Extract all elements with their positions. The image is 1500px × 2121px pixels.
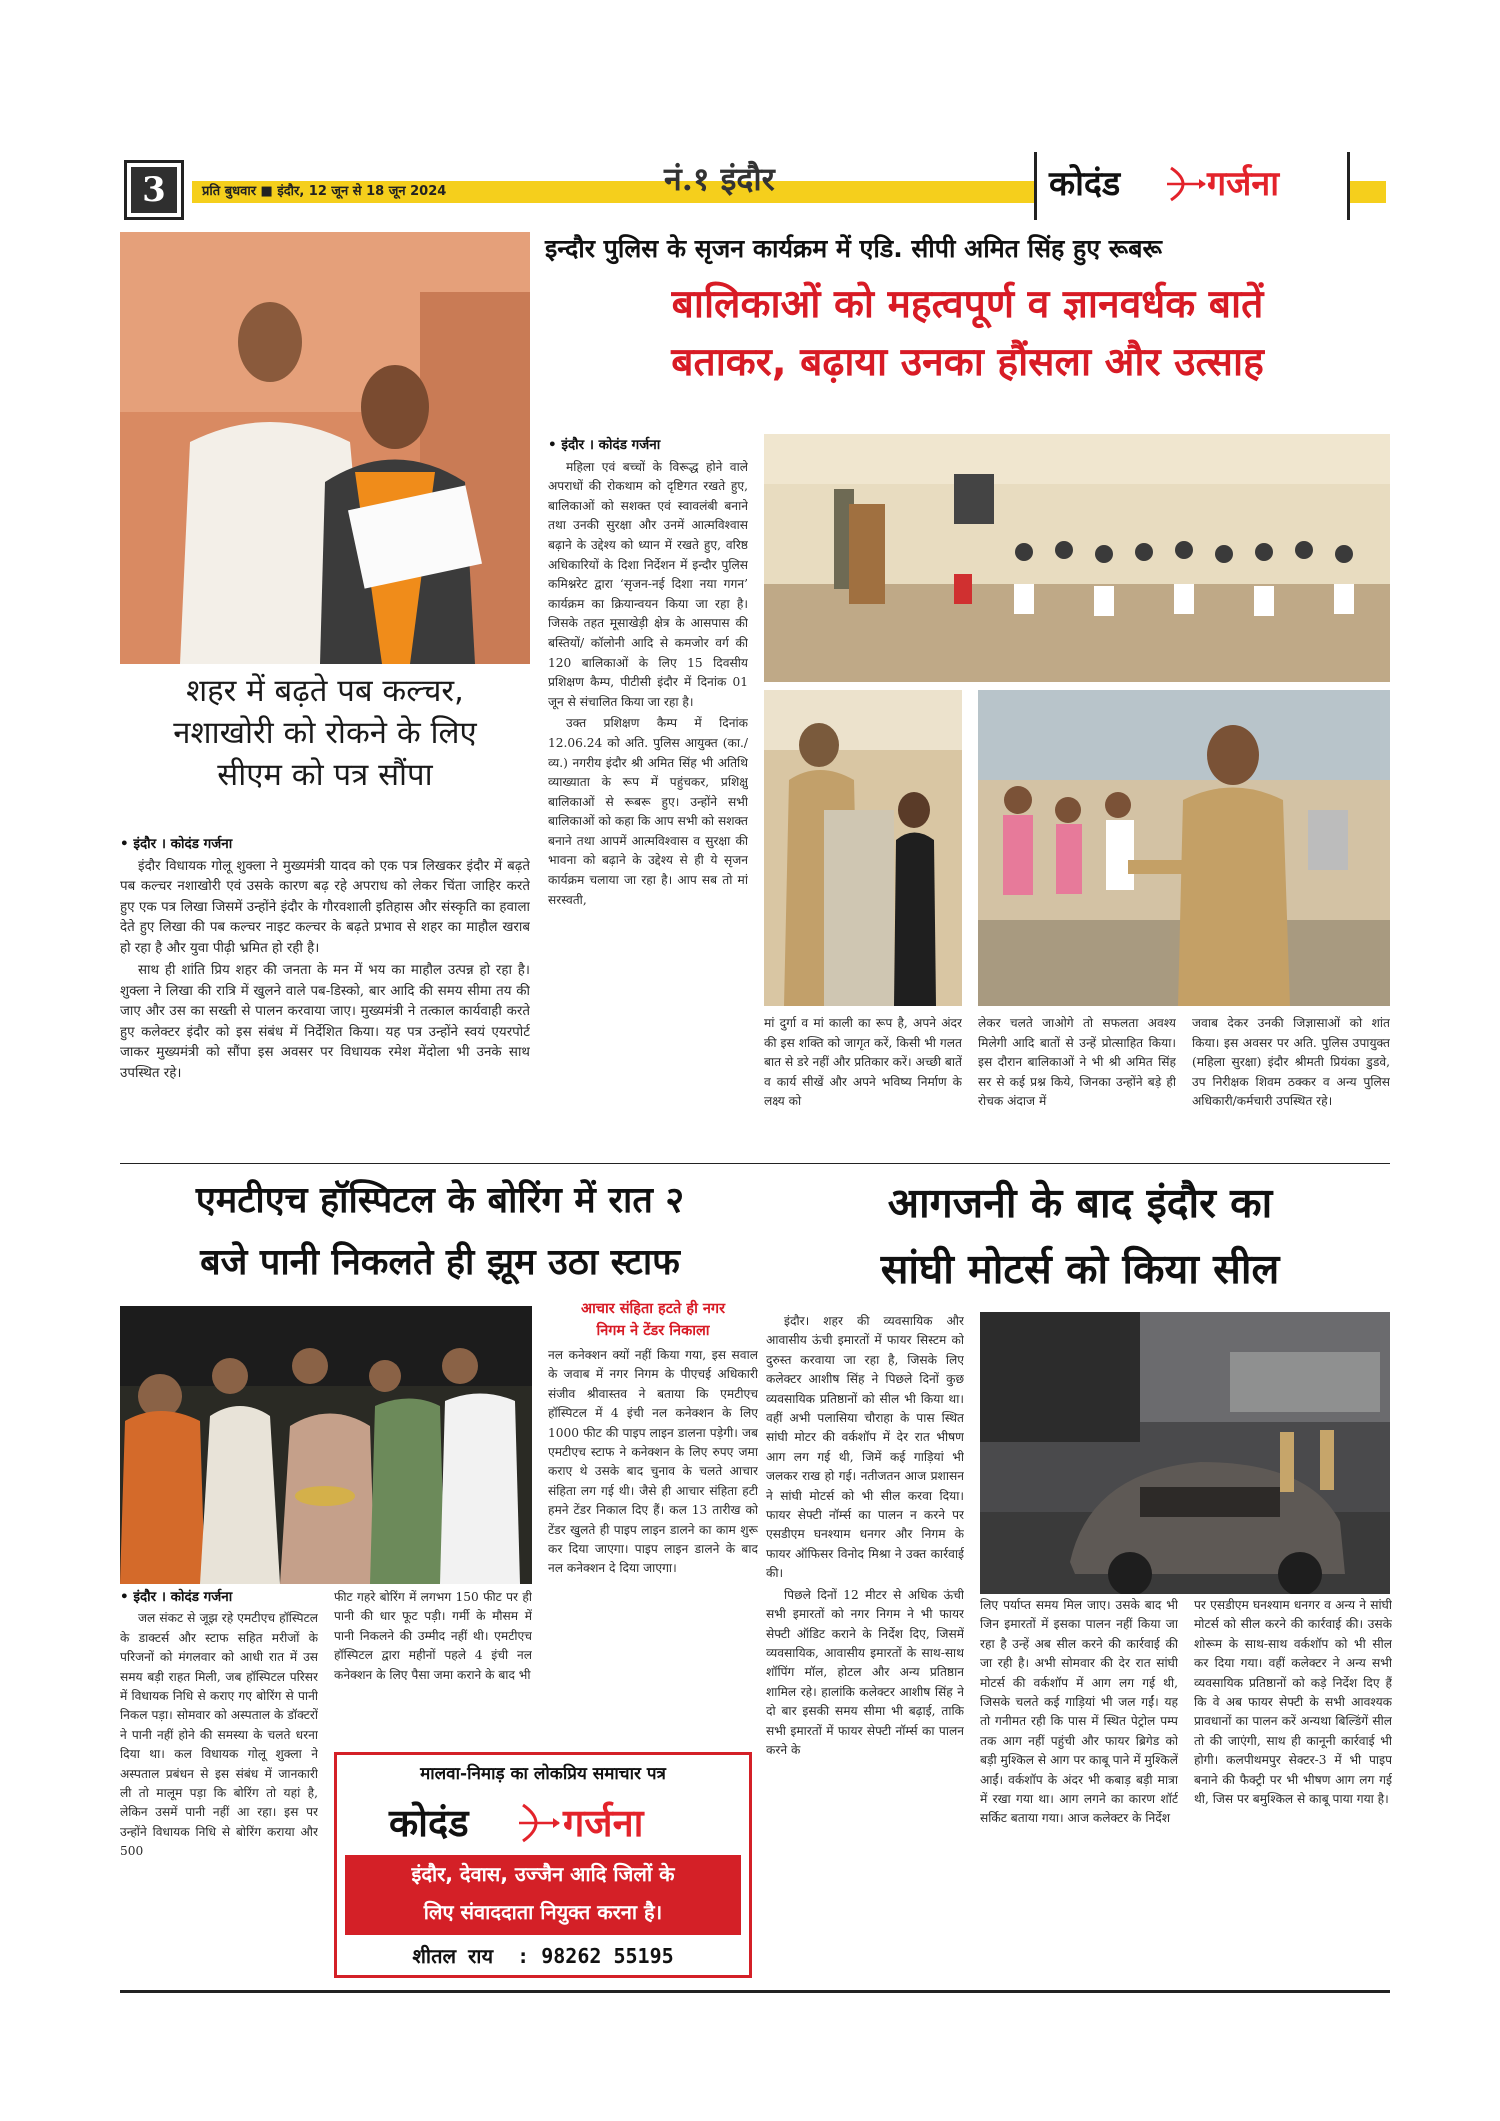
paragraph: उक्त प्रशिक्षण कैम्प में दिनांक 12.06.24 को अति. पुलिस आयुक्त (का./व्य.) नगरीय इंदौर श्री अमित सिंह भी अतिथि व्याख्याता के रूप में पहुंचकर, प्रशिक्षु बालिकाओं से रूबरू हुए। उन्होंने सभी बालिकाओं को कहा कि आप सभी को सशक्त बनाने तथा आपमें आत्मविश्वास व सुरक्षा की भावना को बढ़ाने के उद्देश्य से ही ये सृजन कार्यक्रम चलाया जा रहा है। आप सब तो मां सरस्वती,	[548, 716, 748, 907]
bow-arrow-icon	[1165, 164, 1207, 204]
ad-banner-line: लिए संवाददाता नियुक्त करना है।	[423, 1900, 663, 1924]
paragraph: नल कनेक्शन क्यों नहीं किया गया, इस सवाल के जवाब में नगर निगम के पीएचई अधिकारी संजीव श्रीवास्तव ने बताया कि एमटीएच हॉस्पिटल में 4 इंची नल कनेक्शन के लिए 1000 फीट की पाइप लाइन डालना पड़ेगी। जब एमटीएच स्टाफ ने कनेक्शन के लिए रुपए जमा कराए थे उसके बाद चुनाव के चलते आचार संहिता लग गई थी। जैसे ही आचार संहिता हटी हमने टेंडर निकाल दिए हैं। कल 13 तारीख को टेंडर खुलते ही पाइप लाइन डालने का काम शुरू कर दिया जाएगा। पाइप लाइन डालने के बाद नल कनेक्शन दे दिया जाएगा।	[548, 1348, 758, 1576]
section-divider	[120, 1163, 1390, 1164]
paragraph: इंदौर विधायक गोलू शुक्ला ने मुख्यमंत्री यादव को एक पत्र लिखकर इंदौर में बढ़ते पब कल्चर नशाखोरी एवं उसके कारण बढ़ रहे अपराध को लेकर चिंता जाहिर करते हुए एक पत्र लिखा जिसमें उन्होंने इंदौर के गौरवशाली इतिहास और संस्कृति का हवाला देते हुए लिखा की पब कल्चर नाइट कल्चर के बढ़ते प्रभाव से शहर का माहौल खराब हो रहा है और युवा पीढ़ी भ्रमित हो रही है।	[120, 858, 530, 956]
mth-body-col1	[120, 1588, 318, 1972]
paragraph: लिए पर्याप्त समय मिल जाए। उसके बाद भी जिन इमारतों में इसका पालन नहीं किया जा रहा है उन्हें अब सील करने की कार्रवाई की जा रही है। अभी सोमवार की देर रात सांघी मोटर्स की वर्कशॉप में आग लग गई थी, जिसके चलते कई गाड़ियां भी जल गईं। यह तो गनीमत रही कि पास में स्थित पेट्रोल पम्प तक आग नहीं पहुंची और फायर ब्रिगेड को बड़ी मुश्किल से आग पर काबू पाने में मुश्किलें आईं। वर्कशॉप के अंदर भी कबाड़ बड़ी मात्रा में रखा गया था। आग लगने का कारण शॉर्ट सर्किट बताया गया। आज कलेक्टर के निर्देश	[980, 1598, 1178, 1826]
mth-body-col2	[334, 1588, 532, 1684]
date-line: प्रति बुधवार ■ इंदौर, 12 जून से 18 जून 2024	[202, 184, 447, 199]
ad-logo	[389, 1795, 709, 1851]
logo-frame	[1034, 152, 1350, 220]
srijan-kicker: इन्दौर पुलिस के सृजन कार्यक्रम में एडि. सीपी अमित सिंह हुए रूबरू	[545, 234, 1162, 263]
srijan-body-col1	[548, 436, 748, 1156]
bow-arrow-icon	[517, 1801, 561, 1845]
byline: • इंदौर । कोदंड गर्जना	[548, 437, 661, 453]
logo-right-text: गर्जना	[1207, 164, 1280, 204]
headline-line: आगजनी के बाद इंदौर का	[887, 1179, 1273, 1227]
headline-line: बजे पानी निकलते ही झूम उठा स्टाफ	[200, 1242, 680, 1283]
ad-red-banner	[345, 1855, 741, 1935]
burnt-workshop-photo	[980, 1312, 1390, 1594]
headline-line: एमटीएच हॉस्पिटल के बोरिंग में रात २	[195, 1180, 685, 1221]
headline-line: नशाखोरी को रोकने के लिए	[173, 715, 477, 751]
srijan-headline	[545, 276, 1390, 392]
ad-contact: शीतल राय : 98262 55195	[412, 1944, 674, 1968]
sanghi-headline	[770, 1170, 1390, 1302]
masthead	[124, 160, 1386, 220]
ad-logo-right: गर्जना	[563, 1801, 644, 1845]
ad-banner-line: इंदौर, देवास, उज्जैन आदि जिलों के	[411, 1862, 675, 1886]
paragraph: जवाब देकर उनकी जिज्ञासाओं को शांत किया। इस अवसर पर अति. पुलिस उपायुक्त (महिला सुरक्षा) इंदौर श्रीमती प्रियंका डुडवे, उप निरीक्षक शिवम ठक्कर व अन्य पुलिस अधिकारी/कर्मचारी उपस्थित रहे।	[1192, 1016, 1390, 1109]
cm-meeting-photo	[120, 232, 530, 664]
sanghi-body-col1	[766, 1312, 964, 1972]
training-hall-photo	[764, 434, 1390, 682]
logo-left-text: कोदंड	[1049, 164, 1121, 204]
paragraph: जल संकट से जूझ रहे एमटीएच हॉस्पिटल के डाक्टर्स और स्टाफ सहित मरीजों के परिजनों को मंगलवार को आधी रात में उस समय बड़ी राहत मिली, जब हॉस्पिटल परिसर में विधायक निधि से कराए गए बोरिंग से पानी निकल पड़ा। सोमवार को अस्पताल के डॉक्टरों ने पानी नहीं होने की समस्या के चलते धरना दिया था। कल विधायक गोलू शुक्ला ने अस्पताल प्रबंधन से इस संबंध में जानकारी ली तो मालूम पड़ा कि बोरिंग तो यहां है, लेकिन उसमें पानी नहीं आ रहा। इस पर उन्होंने विधायक निधि से बोरिंग कराया और 500	[120, 1611, 318, 1859]
officer-podium-photo	[764, 690, 962, 1006]
paragraph: पिछले दिनों 12 मीटर से अधिक ऊंची सभी इमारतों को नगर निगम ने भी फायर सेफ्टी ऑडिट कराने के निर्देश दिए, जिसमें व्यवसायिक, आवासीय इमारतों के साथ-साथ शॉपिंग मॉल, होटल और अन्य प्रतिष्ठान शामिल रहे। हालांकि कलेक्टर आशीष सिंह ने दो बार इसकी समय सीमा भी बढ़ाई, ताकि सभी इमारतों में फायर सेफ्टी नॉर्म्स का पालन करने के	[766, 1587, 964, 1757]
byline: • इंदौर । कोदंड गर्जना	[120, 1589, 233, 1605]
page-number: 3	[131, 167, 177, 213]
subhead-line: निगम ने टेंडर निकाला	[596, 1323, 710, 1339]
mth-subhead-body	[548, 1346, 758, 1754]
paragraph: साथ ही शांति प्रिय शहर की जनता के मन में भय का माहौल उत्पन्न हो रहा है। शुक्ला ने लिखा की रात्रि में खुलने वाले पब-डिस्को, बार आदि की समय सीमा तय की जाए और उस का सख्ती से पालन करवाया जाए। मुख्यमंत्री ने तत्काल कार्यवाही करते हुए कलेक्टर इंदौर को इस संबंध में निर्देशित किया। यह पत्र उन्होंने स्वयं एयरपोर्ट जाकर मुख्यमंत्री को सौंपा इस अवसर पर विधायक रमेश मेंदोला भी उनके साथ उपस्थित रहे।	[120, 963, 530, 1081]
headline-line: बताकर, बढ़ाया उनका हौंसला और उत्साह	[671, 340, 1264, 385]
footer-rule	[120, 1990, 1390, 1993]
mth-subhead	[548, 1298, 758, 1342]
pub-culture-headline	[120, 670, 530, 796]
headline-line: बालिकाओं को महत्वपूर्ण व ज्ञानवर्धक बातें	[671, 282, 1264, 327]
ad-tagline: मालवा-निमाड़ का लोकप्रिय समाचार पत्र	[420, 1764, 666, 1784]
page-number-box	[124, 160, 184, 220]
officer-handshake-photo	[978, 690, 1390, 1006]
headline-line: सीएम को पत्र सौंपा	[217, 757, 433, 793]
srijan-body-col3	[978, 1014, 1176, 1156]
paragraph: मां दुर्गा व मां काली का रूप है, अपने अंदर की इस शक्ति को जागृत करें, किसी भी गलत बात से डरे नहीं और प्रतिकार करें। अच्छी बातें व कार्य सीखें और अपने भविष्य निर्माण के लक्ष्य को	[764, 1016, 962, 1109]
byline: • इंदौर । कोदंड गर्जना	[120, 836, 233, 852]
ad-logo-left: कोदंड	[389, 1801, 469, 1845]
srijan-body-col2	[764, 1014, 962, 1156]
mth-headline	[120, 1170, 760, 1294]
headline-line: सांघी मोटर्स को किया सील	[880, 1245, 1280, 1293]
paragraph: लेकर चलते जाओगे तो सफलता अवश्य मिलेगी आदि बातों से उन्हें प्रोत्साहित किया। इस दौरान बालिकाओं ने भी श्री अमित सिंह सर से कई प्रश्न किये, जिनका उन्होंने बड़े ही रोचक अंदाज में	[978, 1016, 1176, 1109]
paragraph: महिला एवं बच्चों के विरूद्ध होने वाले अपराधों की रोकथाम को दृष्टिगत रखते हुए, बालिकाओं को सशक्त एवं स्वावलंबी बनाने तथा उनकी सुरक्षा और उनमें आत्मविश्वास बढ़ाने के उद्देश्य को ध्यान में रखते हुए, वरिष्ठ अधिकारियों के दिशा निर्देशन में इन्दौर पुलिस कमिश्नरेट द्वारा ‘सृजन-नई दिशा नया गगन’ कार्यक्रम का क्रियान्वयन किया जा रहा है। जिसके तहत मूसाखेड़ी क्षेत्र के आसपास की बस्तियों/ कॉलोनी आदि से कमजोर वर्ग की 120 बालिकाओं के लिए 15 दिवसीय प्रशिक्षण कैम्प, पीटीसी इंदौर में दिनांक 01 जून से संचालित किया जा रहा है।	[548, 459, 748, 709]
sanghi-body-col2	[980, 1596, 1178, 1972]
mth-boring-photo	[120, 1306, 532, 1584]
headline-line: शहर में बढ़ते पब कल्चर,	[186, 673, 464, 709]
paragraph: फीट गहरे बोरिंग में लगभग 150 फीट पर ही पानी की धार फूट पड़ी। गर्मी के मौसम में पानी निकलने की उम्मीद नहीं थी। एमटीएच हॉस्पिटल द्वारा महीनों पहले 4 इंची नल कनेक्शन के लिए पैसा जमा कराने के बाद भी	[334, 1590, 532, 1682]
pub-culture-body	[120, 834, 530, 1152]
recruitment-ad	[334, 1752, 752, 1978]
paragraph: पर एसडीएम घनश्याम धनगर व अन्य ने सांघी मोटर्स को सील करने की कार्रवाई की। उसके शोरूम के साथ-साथ वर्कशॉप को भी सील कर दिया गया। वहीं कलेक्टर ने अन्य सभी व्यवसायिक प्रतिष्ठानों को कड़े निर्देश दिए हैं कि वे अब फायर सेफ्टी के सभी आवश्यक प्रावधानों का पालन करें अन्यथा बिल्डिंगें सील तो की जाएंगी, साथ ही कानूनी कार्रवाई भी होगी। कलपीथमपुर सेक्टर-3 में भी पाइप बनाने की फैक्ट्री पर भी भीषण आग लग गई थी, जिस पर बमुश्किल से काबू पाया गया है।	[1194, 1598, 1392, 1807]
sanghi-body-col3	[1194, 1596, 1392, 1972]
rank-label: नं.१ इंदौर	[664, 160, 775, 198]
subhead-line: आचार संहिता हटते ही नगर	[580, 1301, 726, 1317]
paragraph: इंदौर। शहर की व्यवसायिक और आवासीय ऊंची इमारतों में फायर सिस्टम को दुरुस्त करवाया जा रहा है, जिसके लिए कलेक्टर आशीष सिंह ने पिछले दिनों कुछ व्यवसायिक प्रतिष्ठानों को सील भी किया था। वहीं अभी पलासिया चौराहा के पास स्थित सांघी मोटर की वर्कशॉप में देर रात भीषण आग लग गई थी, जिमें कई गाड़ियां भी जलकर राख हो गई। नतीजतन आज प्रशासन ने सांघी मोटर्स को भी सील करवा दिया। फायर सेफ्टी नॉर्म्स का पालन न करने पर एसडीएम घनश्याम धनगर और निगम के फायर ऑफिसर विनोद मिश्रा ने उक्त कार्रवाई की।	[766, 1314, 964, 1581]
srijan-body-col4	[1192, 1014, 1390, 1156]
